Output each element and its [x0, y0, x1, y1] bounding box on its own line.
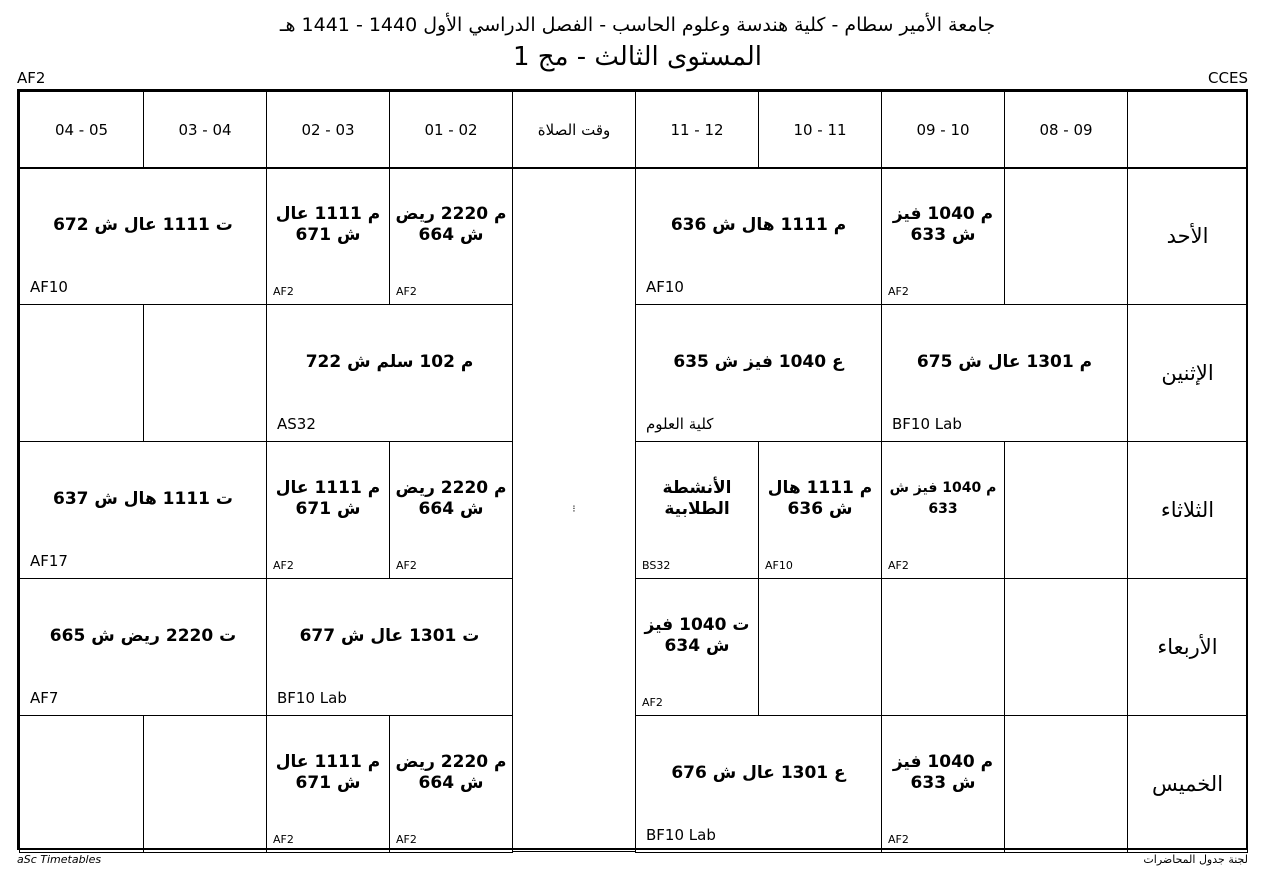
room-label: BF10 Lab	[277, 689, 347, 707]
empty-cell	[19, 304, 144, 442]
course-label: م 1040 فيز ش 633	[892, 752, 994, 793]
column-header: 03 - 02	[266, 91, 390, 168]
room-label: BF10 Lab	[646, 826, 716, 844]
course-label: م 1111 عال ش 671	[275, 204, 381, 245]
room-label: AF10	[30, 278, 68, 296]
session-cell	[266, 304, 513, 442]
column-header: 12 - 11	[635, 91, 759, 168]
room-label: AF2	[273, 833, 294, 846]
session-cell	[389, 167, 513, 305]
session-cell	[758, 441, 882, 579]
session-cell	[266, 167, 390, 305]
column-header: 02 - 01	[389, 91, 513, 168]
session-cell	[881, 304, 1128, 442]
empty-cell	[881, 578, 1005, 716]
room-label: AF7	[30, 689, 59, 707]
timetable-grid	[17, 89, 1248, 850]
room-label: AF10	[646, 278, 684, 296]
right-code: CCES	[1208, 69, 1248, 87]
room-label: AF2	[888, 285, 909, 298]
room-label: AF2	[273, 285, 294, 298]
session-cell	[635, 304, 882, 442]
course-label: م 1111 هال ش 636	[767, 478, 873, 519]
session-cell	[635, 167, 882, 305]
course-label: م 102 سلم ش 722	[305, 351, 474, 372]
session-cell	[881, 715, 1005, 853]
session-cell	[635, 715, 882, 853]
course-label: ع 1040 فيز ش 635	[673, 351, 844, 372]
day-label: الأحد	[1127, 167, 1248, 305]
page-subtitle: جامعة الأمير سطام - كلية هندسة وعلوم الحاسب - الفصل الدراسي الأول 1440 - 1441 هـ	[279, 14, 996, 36]
prayer-mark: ⁝	[572, 504, 576, 515]
day-label: الثلاثاء	[1127, 441, 1248, 579]
column-header: 05 - 04	[19, 91, 144, 168]
session-cell	[19, 578, 267, 716]
course-label: ت 1301 عال ش 677	[299, 625, 480, 646]
room-label: AF10	[765, 559, 793, 572]
course-label: ت 1111 هال ش 637	[53, 488, 233, 509]
column-header: 09 - 08	[1004, 91, 1128, 168]
course-label: م 1111 عال ش 671	[275, 478, 381, 519]
course-label: م 2220 ريض ش 664	[395, 478, 507, 519]
footer-left: aSc Timetables	[17, 853, 102, 866]
room-label: AF2	[888, 559, 909, 572]
course-label: م 1040 فيز ش 633	[892, 204, 994, 245]
footer-right: لجنة جدول المحاضرات	[1143, 853, 1248, 866]
room-label: AF2	[888, 833, 909, 846]
course-label: ت 1040 فيز ش 634	[644, 615, 750, 656]
empty-cell	[19, 715, 144, 853]
column-header: 04 - 03	[143, 91, 267, 168]
course-label: ت 2220 ريض ش 665	[49, 625, 237, 646]
empty-cell	[143, 304, 267, 442]
empty-cell	[1004, 167, 1128, 305]
course-label: م 1040 فيز ش 633	[889, 480, 997, 517]
empty-cell	[1004, 578, 1128, 716]
day-label: الإثنين	[1127, 304, 1248, 442]
room-label: AF2	[396, 285, 417, 298]
course-label: م 1111 عال ش 671	[275, 752, 381, 793]
room-label: BS32	[642, 559, 671, 572]
session-cell	[881, 441, 1005, 579]
column-header: 11 - 10	[758, 91, 882, 168]
course-label: م 1111 هال ش 636	[670, 214, 847, 235]
corner-header	[1127, 91, 1248, 168]
course-label: م 2220 ريض ش 664	[395, 204, 507, 245]
empty-cell	[1004, 715, 1128, 853]
day-label: الخميس	[1127, 715, 1248, 853]
empty-cell	[758, 578, 882, 716]
column-header: وقت الصلاة	[512, 91, 636, 168]
session-cell	[266, 441, 390, 579]
empty-cell	[1004, 441, 1128, 579]
room-label: AF2	[396, 559, 417, 572]
day-label: الأربعاء	[1127, 578, 1248, 716]
left-code: AF2	[17, 69, 46, 87]
page-title: المستوى الثالث - مج 1	[512, 42, 763, 72]
room-label: AF2	[642, 696, 663, 709]
column-header: 10 - 09	[881, 91, 1005, 168]
room-label: AF17	[30, 552, 68, 570]
session-cell	[19, 441, 267, 579]
session-cell	[266, 578, 513, 716]
session-cell	[635, 441, 759, 579]
session-cell	[19, 167, 267, 305]
session-cell	[266, 715, 390, 853]
room-label: AF2	[396, 833, 417, 846]
session-cell	[389, 441, 513, 579]
session-cell	[881, 167, 1005, 305]
course-label: ع 1301 عال ش 676	[671, 762, 846, 783]
room-label: AF2	[273, 559, 294, 572]
course-label: ت 1111 عال ش 672	[53, 214, 233, 235]
session-cell	[635, 578, 759, 716]
course-label: م 1301 عال ش 675	[916, 351, 1093, 372]
course-label: الأنشطة الطلابية	[662, 478, 732, 519]
course-label: م 2220 ريض ش 664	[395, 752, 507, 793]
room-label: كلية العلوم	[646, 415, 714, 433]
room-label: BF10 Lab	[892, 415, 962, 433]
room-label: AS32	[277, 415, 316, 433]
session-cell	[389, 715, 513, 853]
prayer-time-column	[512, 167, 636, 852]
empty-cell	[143, 715, 267, 853]
